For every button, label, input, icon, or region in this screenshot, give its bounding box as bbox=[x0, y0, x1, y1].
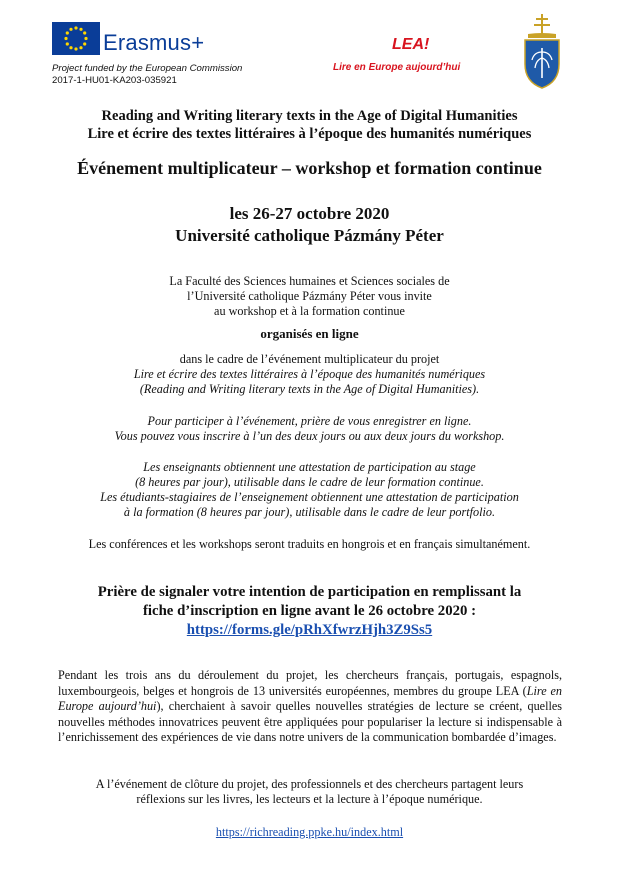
funded-line: Project funded by the European Commission bbox=[52, 63, 243, 74]
about-text-before: Pendant les trois ans du déroulement du projet, les chercheurs français, portugais, espagnols, luxembourgeois, belges et hongrois de 13 universités européennes, membres du groupe LEA ( bbox=[58, 668, 562, 698]
lea-logo: LEA! bbox=[392, 36, 430, 53]
university-crest-icon bbox=[520, 12, 564, 90]
lea-tagline: Lire en Europe aujourd’hui bbox=[333, 62, 461, 73]
event-title: Événement multiplicateur – workshop et formation continue bbox=[77, 158, 542, 178]
invitation-line-2: l’Université catholique Pázmány Péter vous invite bbox=[187, 289, 432, 303]
erasmus-logo: Erasmus+ bbox=[103, 30, 205, 55]
registration-form-link[interactable]: https://forms.gle/pRhXfwrzHjh3Z9Ss5 bbox=[186, 622, 433, 638]
invitation-line-1: La Faculté des Sciences humaines et Sciences sociales de bbox=[169, 274, 450, 288]
closing-line-1: A l’événement de clôture du projet, des professionnels et des chercheurs partagent leurs bbox=[95, 777, 524, 791]
project-title-en: (Reading and Writing literary texts in the Age of Digital Humanities). bbox=[139, 382, 480, 396]
certificate-line-3: Les étudiants-stagiaires de l’enseignement obtiennent une attestation de participation bbox=[100, 490, 519, 504]
cta-line-2: fiche d’inscription en ligne avant le 26 octobre 2020 : bbox=[142, 603, 477, 619]
context-line: dans le cadre de l’événement multiplicateur du projet bbox=[179, 352, 440, 366]
title-french: Lire et écrire des textes littéraires à l’époque des humanités numériques bbox=[87, 126, 532, 142]
certificate-line-4: à la formation (8 heures par jour), utilisable dans le cadre de leur portfolio. bbox=[123, 505, 496, 519]
about-text-after: ), cherchaient à savoir quelles nouvelles stratégies de lecture se créent, quelles nouvelles méthodes innovatrices peuvent être appliquées pour populariser la lecture si indispensable à l’enrichissement des expériences de vie dans notre univers de la communication bombardée d’images. bbox=[58, 699, 563, 744]
online-note: organisés en ligne bbox=[260, 326, 359, 341]
project-number: 2017-1-HU01-KA203-035921 bbox=[52, 75, 177, 86]
certificate-line-1: Les enseignants obtiennent une attestation de participation au stage bbox=[143, 460, 476, 474]
project-title-fr: Lire et écrire des textes littéraires à l’époque des humanités numériques bbox=[133, 367, 486, 381]
project-website-link[interactable]: https://richreading.ppke.hu/index.html bbox=[215, 825, 404, 839]
closing-line-2: réflexions sur les livres, les lecteurs et la lecture à l’époque numérique. bbox=[136, 792, 483, 806]
about-paragraph bbox=[58, 668, 562, 746]
registration-line-2: Vous pouvez vous inscrire à l’un des deux jours ou aux deux jours du workshop. bbox=[114, 429, 505, 443]
cta-line-1: Prière de signaler votre intention de participation en remplissant la bbox=[97, 584, 522, 600]
title-english: Reading and Writing literary texts in the Age of Digital Humanities bbox=[101, 108, 518, 124]
event-dates: les 26-27 octobre 2020 bbox=[229, 204, 390, 223]
translation-note: Les conférences et les workshops seront traduits en hongrois et en français simultanément. bbox=[88, 537, 531, 551]
certificate-line-2: (8 heures par jour), utilisable dans le cadre de leur formation continue. bbox=[135, 475, 484, 489]
about-text-italic: Lire en Europe aujourd’hui bbox=[58, 683, 562, 713]
invitation-line-3: au workshop et à la formation continue bbox=[214, 304, 405, 318]
eu-flag-icon bbox=[52, 22, 100, 55]
event-university: Université catholique Pázmány Péter bbox=[175, 226, 444, 245]
registration-line-1: Pour participer à l’événement, prière de vous enregistrer en ligne. bbox=[147, 414, 472, 428]
